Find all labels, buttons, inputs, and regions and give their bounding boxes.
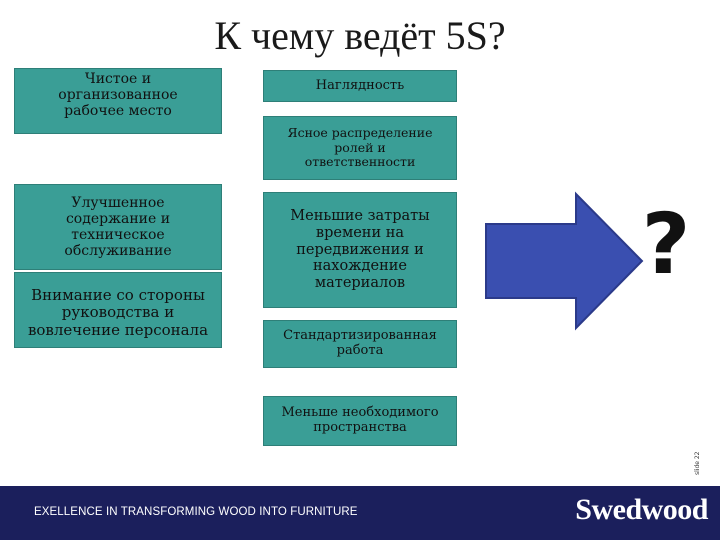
box-line: Меньшие затраты — [290, 208, 430, 225]
box-line: рабочее место — [64, 103, 172, 120]
box-line: Улучшенное — [71, 194, 165, 211]
box-line: руководства и — [61, 303, 175, 322]
box-line: материалов — [314, 275, 406, 291]
box-line: содержание и — [65, 210, 171, 227]
right-box-less-space — [263, 396, 457, 446]
slide-number: slide 22 — [694, 451, 701, 475]
box-line: нахождение — [313, 258, 407, 275]
slide-title: К чему ведёт 5S? — [214, 13, 506, 58]
footer-slogan: EXELLENCE IN TRANSFORMING WOOD INTO FURNITURE — [34, 506, 358, 518]
box-line: Ясное распределение — [287, 125, 433, 141]
box-line: вовлечение персонала — [27, 320, 209, 339]
box-line: техническое — [71, 227, 165, 243]
left-box-management-attention — [14, 272, 222, 348]
left-box-clean-workplace — [14, 68, 222, 134]
box-line: работа — [336, 343, 384, 358]
box-line: организованное — [58, 87, 178, 104]
box-line: передвижения и — [296, 241, 424, 258]
right-arrow-icon — [478, 186, 648, 336]
box-line: ролей и — [334, 139, 386, 155]
right-box-roles — [263, 116, 457, 180]
box-line: Чистое и — [84, 71, 152, 87]
right-box-less-time — [263, 192, 457, 308]
box-line: ответственности — [304, 154, 416, 170]
left-box-maintenance — [14, 184, 222, 270]
question-mark: ? — [641, 195, 691, 293]
swedwood-logo: Swedwood — [575, 493, 708, 526]
right-box-standardized-work — [263, 320, 457, 368]
right-box-visibility — [263, 70, 457, 102]
box-line: Внимание со стороны — [31, 286, 205, 305]
box-line: Стандартизированная — [283, 328, 437, 344]
box-line: обслуживание — [64, 243, 172, 260]
box-line: времени на — [315, 224, 405, 241]
box-line: Наглядность — [315, 77, 405, 93]
box-line: пространства — [313, 420, 407, 435]
box-line: Меньше необходимого — [281, 405, 439, 421]
footer-bar — [0, 486, 720, 540]
